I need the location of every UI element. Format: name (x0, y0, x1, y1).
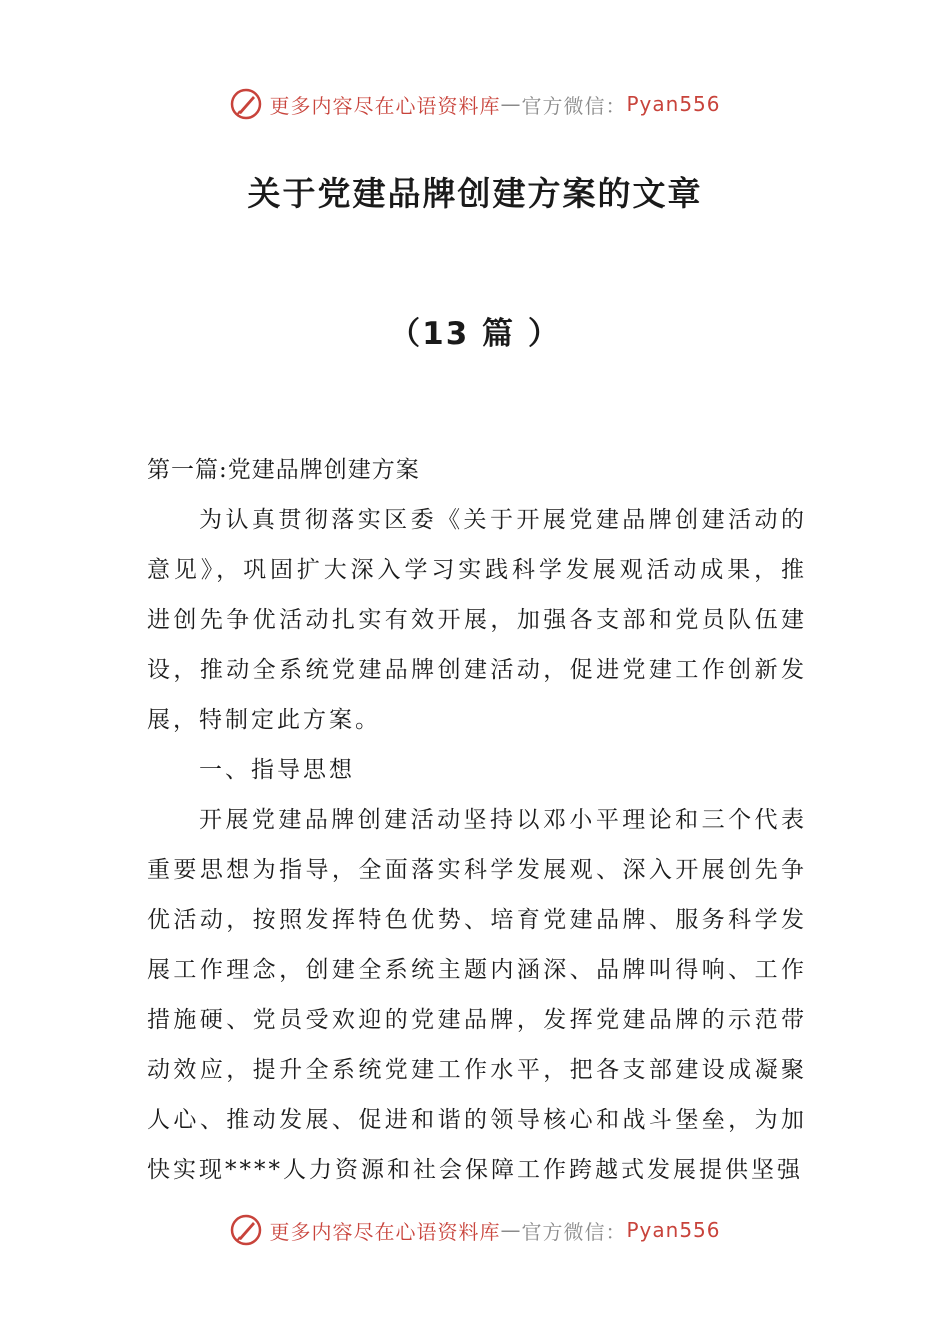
paragraph-guiding-ideology: 开展党建品牌创建活动坚持以邓小平理论和三个代表重要思想为指导，全面落实科学发展观、深入开展创先争优活动，按照发挥特色优势、培育党建品牌、服务科学发展工作理念，创建全系统主题内涵深、品牌叫得响、工作措施硬、党员受欢迎的党建品牌，发挥党建品牌的示范带动效应，提升全系统党建工作水平，把各支部建设成凝聚人心、推动发展、促进和谐的领导核心和战斗堡垒，为加快实现****人力资源和社会保障工作跨越式发展提供坚强 (147, 807, 807, 1183)
paragraph-intro: 为认真贯彻落实区委《关于开展党建品牌创建活动的意见》，巩固扩大深入学习实践科学发展观活动成果，推进创先争优活动扎实有效开展，加强各支部和党员队伍建设，推动全系统党建品牌创建活动，促进党建工作创新发展，特制定此方案。 (147, 507, 807, 733)
document-title: 关于党建品牌创建方案的文章 (247, 174, 703, 213)
section-heading: 第一篇:党建品牌创建方案 (147, 457, 420, 483)
quill-logo-icon (229, 1213, 263, 1247)
quill-logo-icon (229, 87, 263, 121)
watermark-site-text: 更多内容尽在心语资料库 (269, 1219, 501, 1244)
watermark-dash: — (500, 92, 522, 116)
document-body (147, 445, 807, 1195)
watermark-dash: — (500, 1218, 522, 1242)
watermark-wechat-id: Pyan556 (626, 92, 721, 116)
watermark-wechat-id: Pyan556 (626, 1218, 721, 1242)
watermark-official-text: 官方微信： (521, 93, 627, 118)
watermark-site-text: 更多内容尽在心语资料库 (269, 93, 501, 118)
document-subtitle: （13 篇 ） (389, 316, 561, 352)
watermark-banner-top (0, 84, 950, 124)
watermark-banner-bottom (0, 1210, 950, 1250)
watermark-official-text: 官方微信： (521, 1219, 627, 1244)
paragraph-heading-guiding-ideology: 一、指导思想 (199, 757, 355, 783)
